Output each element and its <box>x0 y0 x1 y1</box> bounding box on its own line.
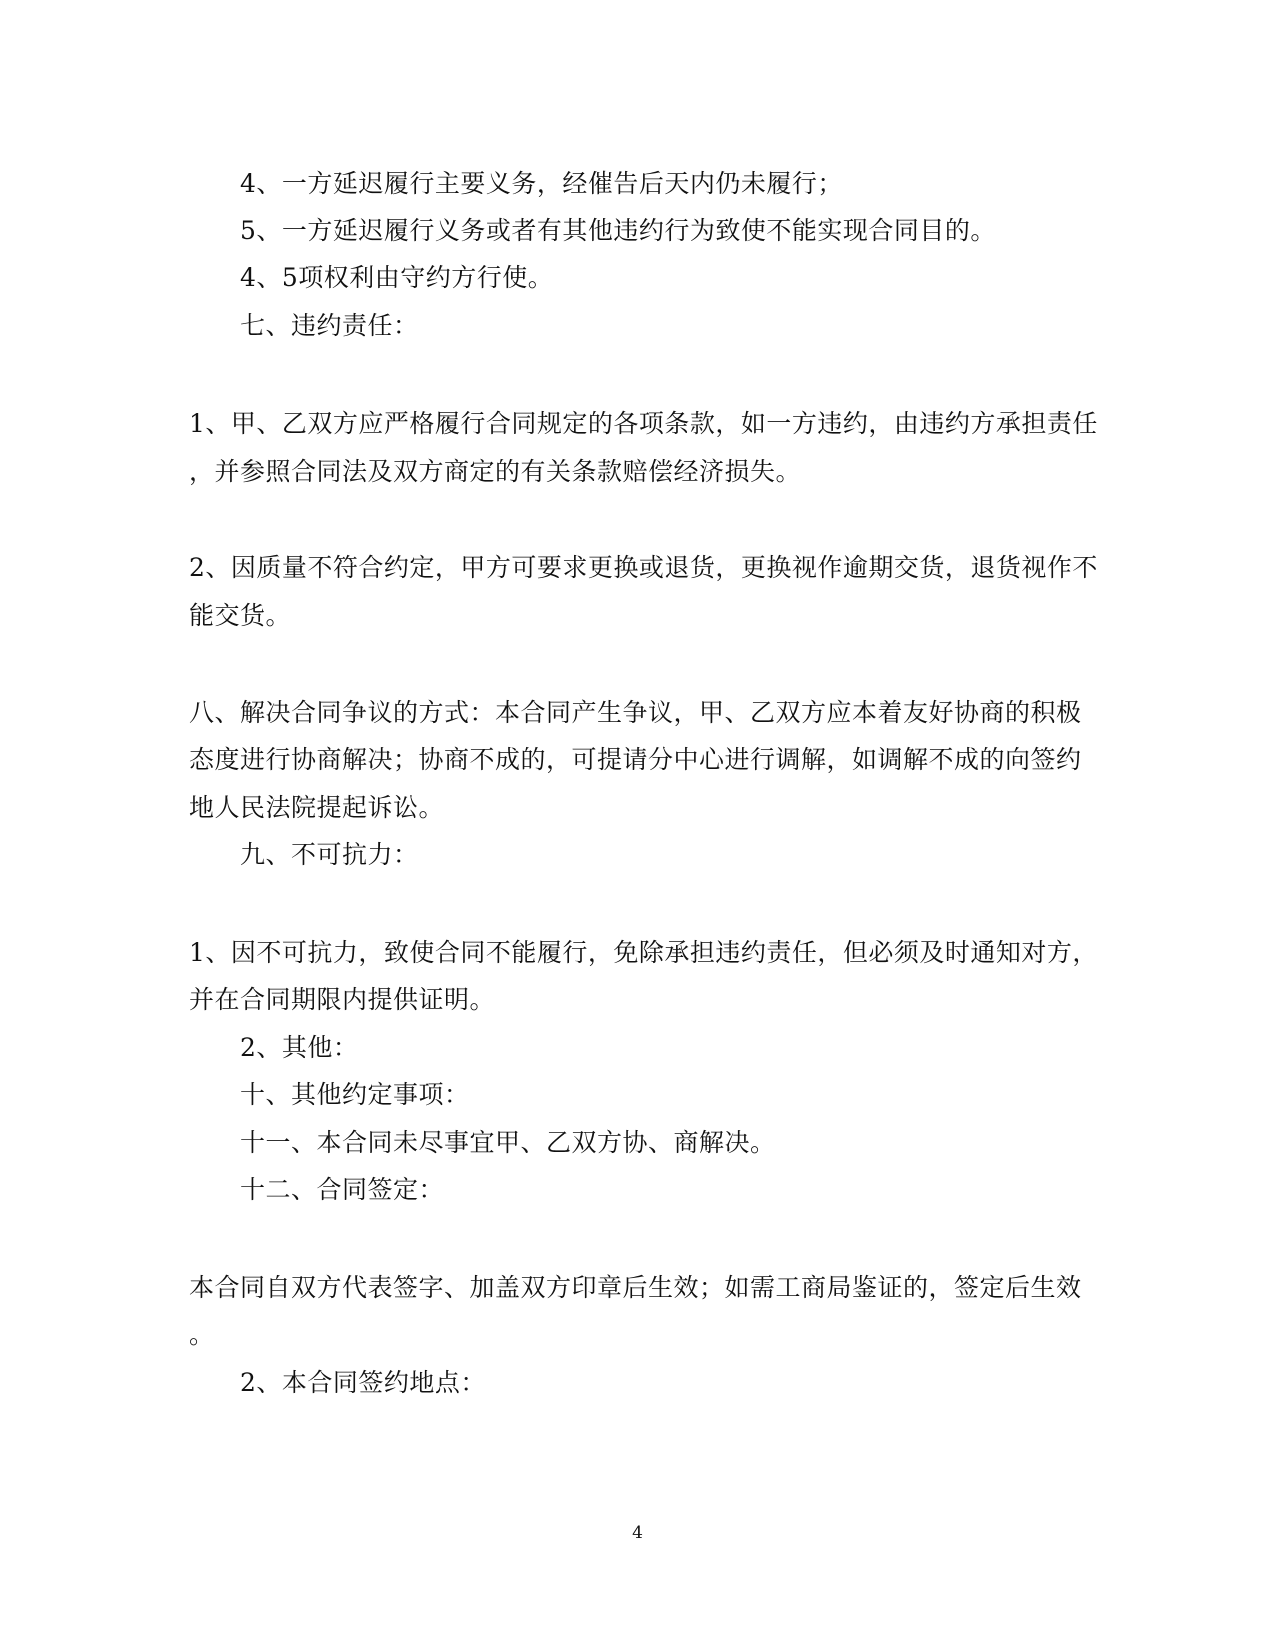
section-heading: 九、不可抗力： <box>240 840 419 869</box>
text-line: 2、其他： <box>240 1033 359 1062</box>
section-heading: 十、其他约定事项： <box>240 1080 470 1109</box>
text-line: 地人民法院提起诉讼。 <box>189 793 445 822</box>
text-line: 并在合同期限内提供证明。 <box>189 985 496 1014</box>
text-line: 1、甲、乙双方应严格履行合同规定的各项条款，如一方违约，由违约方承担责任 <box>189 409 1098 438</box>
text-line: 本合同自双方代表签字、加盖双方印章后生效；如需工商局鉴证的，签定后生效 <box>189 1273 1082 1302</box>
text-line: 2、因质量不符合约定，甲方可要求更换或退货，更换视作逾期交货，退货视作不 <box>189 553 1098 582</box>
text-line: 1、因不可抗力，致使合同不能履行，免除承担违约责任，但必须及时通知对方， <box>189 938 1098 967</box>
text-line: 八、解决合同争议的方式：本合同产生争议，甲、乙双方应本着友好协商的积极 <box>189 698 1082 727</box>
text-line: 4、5项权利由守约方行使。 <box>240 263 554 292</box>
section-heading: 十二、合同签定： <box>240 1175 445 1204</box>
text-line: 5、一方延迟履行义务或者有其他违约行为致使不能实现合同目的。 <box>240 216 996 245</box>
text-line: 态度进行协商解决；协商不成的，可提请分中心进行调解，如调解不成的向签约 <box>189 745 1082 774</box>
text-line: ，并参照合同法及双方商定的有关条款赔偿经济损失。 <box>189 457 802 486</box>
section-heading: 十一、本合同未尽事宜甲、乙双方协、商解决。 <box>240 1128 776 1157</box>
section-heading: 七、违约责任： <box>240 311 419 340</box>
text-line: 4、一方延迟履行主要义务，经催告后天内仍未履行； <box>240 169 843 198</box>
text-line: 能交货。 <box>189 601 292 630</box>
text-line: 2、本合同签约地点： <box>240 1368 486 1397</box>
page-number: 4 <box>632 1523 643 1543</box>
text-line: 。 <box>189 1320 215 1349</box>
